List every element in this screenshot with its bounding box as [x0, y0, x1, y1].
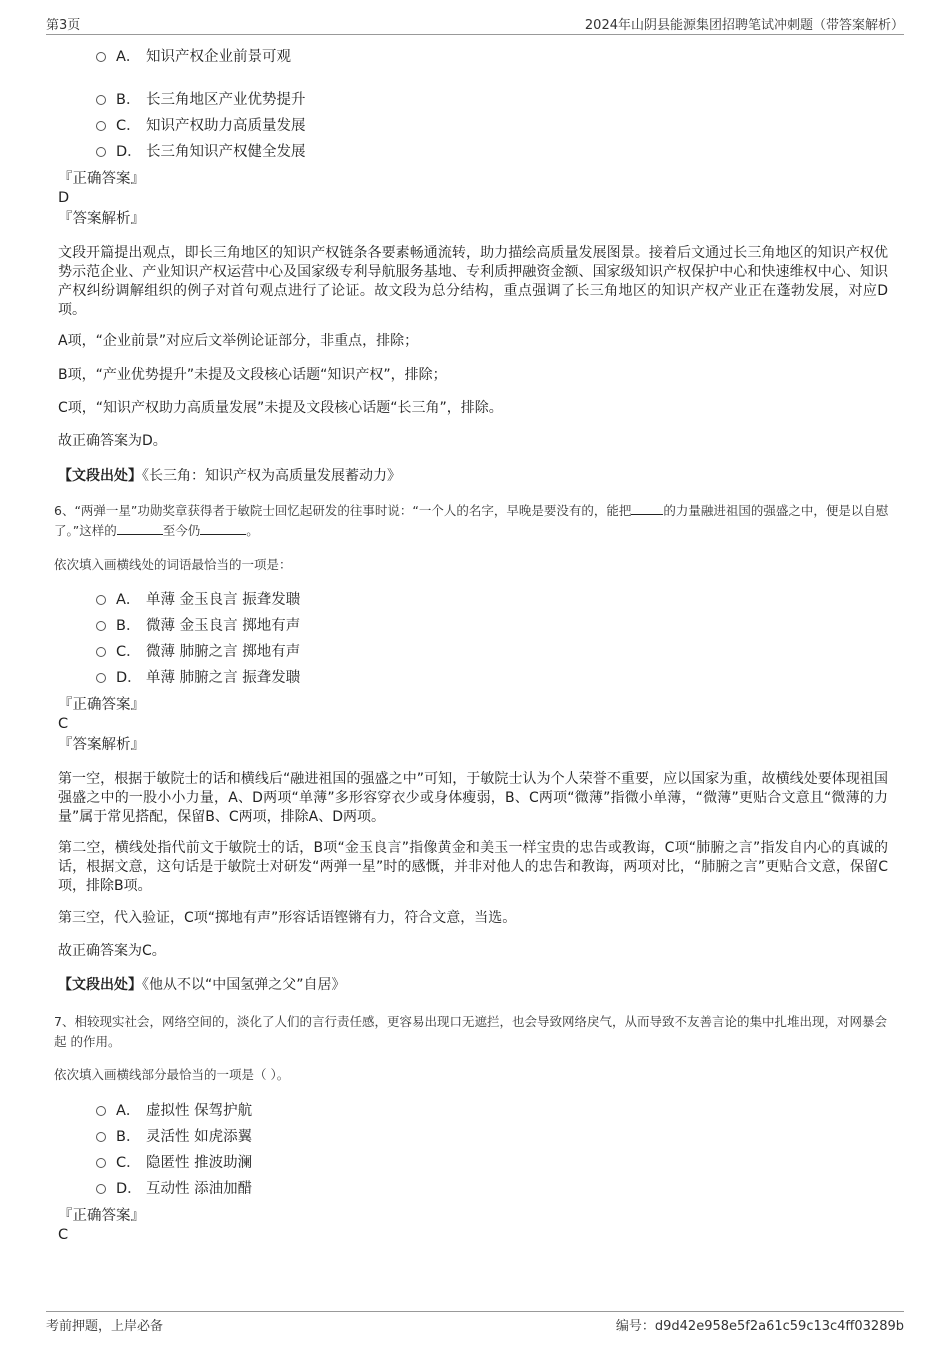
q7-instruction: 依次填入画横线部分最恰当的一项是（ ）。 [54, 1067, 290, 1082]
radio-icon[interactable] [96, 121, 106, 131]
q6-option-d[interactable]: D． 单薄 肺腑之言 振聋发聩 [96, 668, 300, 688]
blank-line [117, 522, 163, 535]
page-header [46, 14, 904, 35]
radio-icon[interactable] [96, 1158, 106, 1168]
q7-stem: 7、相较现实社会，网络空间的，淡化了人们的言行责任感，更容易出现口无遮拦，也会导致网络戾气，从而导致不友善言论的集中扎堆出现，对网暴会起 的作用。 [54, 1014, 887, 1049]
q7-option-d[interactable]: D． 互动性 添油加醋 [96, 1179, 252, 1199]
q6-answer: C [58, 716, 69, 732]
footer-slogan: 考前押题，上岸必备 [46, 1319, 164, 1334]
q7-option-c[interactable]: C． 隐匿性 推波助澜 [96, 1153, 252, 1173]
q6-analysis-paragraph: 故正确答案为C。 [58, 943, 166, 959]
q5-analysis-paragraph: 故正确答案为D。 [58, 433, 167, 449]
q6-answer-label: 『正确答案』 [58, 697, 145, 713]
q7-option-b[interactable]: B． 灵活性 如虎添翼 [96, 1127, 252, 1147]
q6-option-c[interactable]: C． 微薄 肺腑之言 掷地有声 [96, 642, 300, 662]
q7-answer: C [58, 1227, 69, 1243]
q5-analysis-paragraph: 文段开篇提出观点，即长三角地区的知识产权链条各要素畅通流转，助力描绘高质量发展图景。接着后文通过长三角地区的知识产权优势示范企业、产业知识产权运营中心及国家级专利导航服务基地、专利质押融资金额、国家级知识产权保护中心和快速维权中心、知识产权纠纷调解组织的例子对首句观点进行了论证。故文段为总分结构，重点强调了长三角地区的知识产权产业正在蓬勃发展，对应D项。 [58, 245, 888, 318]
footer-code: 编号：d9d42e958e5f2a61c59c13c4ff03289b [615, 1319, 904, 1334]
q6-analysis-label: 『答案解析』 [58, 737, 145, 753]
page-footer [46, 1311, 904, 1334]
radio-icon[interactable] [96, 647, 106, 657]
q5-option-c[interactable]: C． 知识产权助力高质量发展 [96, 116, 306, 136]
blank-line [631, 502, 663, 515]
q6-analysis-paragraph: 第二空，横线处指代前文于敏院士的话，B项“金玉良言”指像黄金和美玉一样宝贵的忠告或教诲，C项“肺腑之言”指发自内心的真诚的话，根据文意，这句话是于敏院士对研发“两弹一星”时的感慨，并非对他人的忠告和教诲，两项对比，“肺腑之言”更贴合文意，保留C项，排除B项。 [58, 840, 888, 894]
radio-icon[interactable] [96, 95, 106, 105]
radio-icon[interactable] [96, 1132, 106, 1142]
blank-line [200, 522, 246, 535]
q5-option-a[interactable]: A． 知识产权企业前景可观 [96, 47, 291, 67]
radio-icon[interactable] [96, 621, 106, 631]
q5-analysis-paragraph: B项，“产业优势提升”未提及文段核心话题“知识产权”，排除； [58, 367, 447, 383]
q5-answer: D [58, 190, 70, 206]
radio-icon[interactable] [96, 1184, 106, 1194]
q5-option-b[interactable]: B． 长三角地区产业优势提升 [96, 90, 306, 110]
q6-option-a[interactable]: A． 单薄 金玉良言 振聋发聩 [96, 590, 300, 610]
q7-answer-label: 『正确答案』 [58, 1208, 145, 1224]
q5-option-d[interactable]: D． 长三角知识产权健全发展 [96, 142, 306, 162]
radio-icon[interactable] [96, 147, 106, 157]
page-number: 第3页 [46, 18, 81, 33]
q5-analysis-label: 『答案解析』 [58, 211, 145, 227]
document-title: 2024年山阴县能源集团招聘笔试冲刺题（带答案解析） [584, 18, 904, 33]
q5-analysis-paragraph: A项，“企业前景”对应后文举例论证部分，非重点，排除； [58, 333, 419, 349]
radio-icon[interactable] [96, 52, 106, 62]
q7-option-a[interactable]: A． 虚拟性 保驾护航 [96, 1101, 252, 1121]
q6-analysis-paragraph: 第三空，代入验证，C项“掷地有声”形容话语铿锵有力，符合文意，当选。 [58, 910, 517, 926]
q6-stem: 6、“两弹一星”功勋奖章获得者于敏院士回忆起研发的往事时说：“一个人的名字，早晚是要没有的，能把 的力量融进祖国的强盛之中，便是以自慰了。”这样的 至今仍 。 [54, 503, 889, 538]
q5-analysis-paragraph: C项，“知识产权助力高质量发展”未提及文段核心话题“长三角”，排除。 [58, 400, 503, 416]
q6-source: 【文段出处】《他从不以“中国氢弹之父”自居》 [58, 977, 346, 993]
q6-option-b[interactable]: B． 微薄 金玉良言 掷地有声 [96, 616, 300, 636]
radio-icon[interactable] [96, 595, 106, 605]
q6-instruction: 依次填入画横线处的词语最恰当的一项是： [54, 557, 292, 572]
radio-icon[interactable] [96, 1106, 106, 1116]
q5-answer-label: 『正确答案』 [58, 171, 145, 187]
q6-analysis-paragraph: 第一空，根据于敏院士的话和横线后“融进祖国的强盛之中”可知，于敏院士认为个人荣誉不重要，应以国家为重，故横线处要体现祖国强盛之中的一股小小力量，A、D两项“单薄”多形容穿衣少或身体瘦弱，B、C两项“微薄”指微小单薄，“微薄”更贴合文意且“微薄的力量”属于常见搭配，保留B、C两项，排除A、D两项。 [58, 771, 888, 825]
radio-icon[interactable] [96, 673, 106, 683]
q5-source: 【文段出处】《长三角：知识产权为高质量发展蓄动力》 [58, 468, 401, 484]
